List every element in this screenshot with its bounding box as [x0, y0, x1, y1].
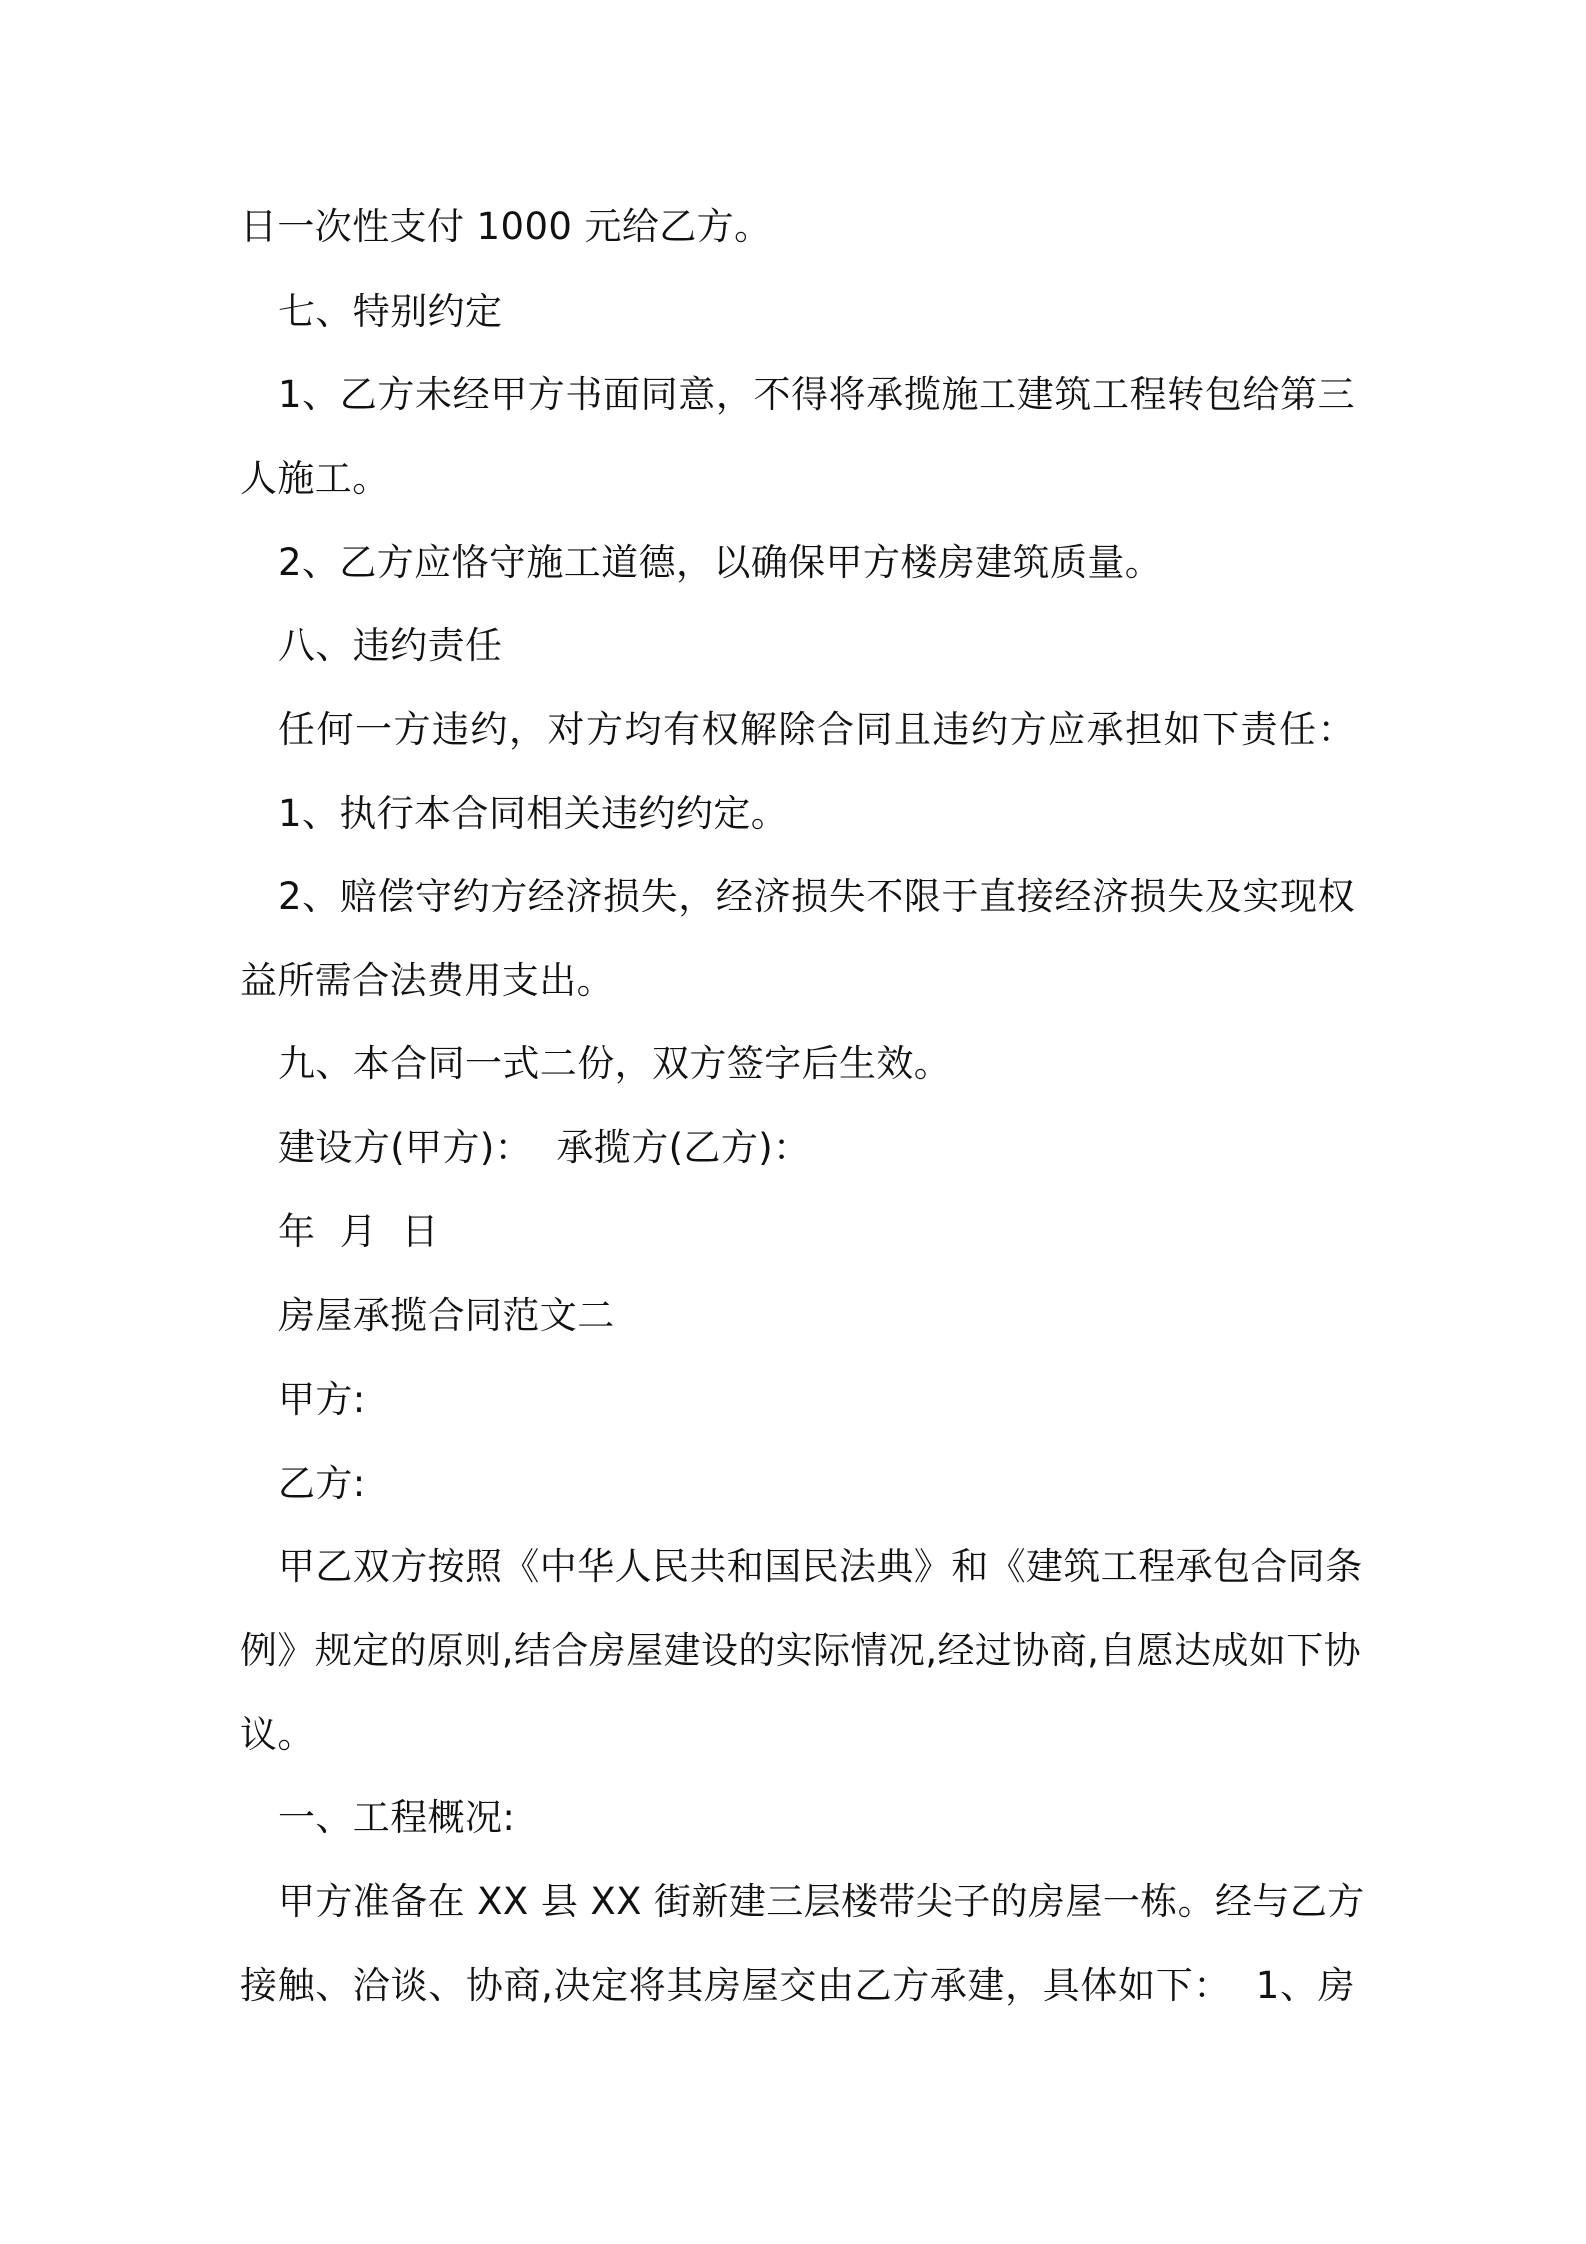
- text-line: 2、乙方应恪守施工道德，以确保甲方楼房建筑质量。: [278, 541, 1163, 584]
- text-line: 1、乙方未经甲方书面同意，不得将承揽施工建筑工程转包给第三: [278, 373, 1355, 416]
- text-line: 接触、洽谈、协商,决定将其房屋交由乙方承建，具体如下： 1、房: [240, 1964, 1355, 2007]
- text-line: 2、赔偿守约方经济损失，经济损失不限于直接经济损失及实现权: [278, 875, 1355, 918]
- text-line: 甲方准备在 XX 县 XX 街新建三层楼带尖子的房屋一栋。经与乙方: [278, 1880, 1365, 1923]
- text-line: 甲乙双方按照《中华人民共和国民法典》和《建筑工程承包合同条: [278, 1545, 1363, 1588]
- text-line: 任何一方违约，对方均有权解除合同且违约方应承担如下责任：: [278, 708, 1355, 751]
- section-heading: 七、特别约定: [278, 290, 503, 333]
- text-line: 人施工。: [240, 457, 390, 500]
- document-subtitle: 房屋承揽合同范文二: [278, 1294, 615, 1337]
- date-line: 年 月 日: [278, 1210, 439, 1253]
- party-b-label: 乙方:: [278, 1462, 366, 1505]
- signature-line: 建设方(甲方)： 承揽方(乙方)：: [278, 1126, 811, 1169]
- text-line: 1、执行本合同相关违约约定。: [278, 792, 789, 835]
- text-line: 益所需合法费用支出。: [240, 959, 614, 1002]
- section-heading: 八、违约责任: [278, 624, 503, 667]
- section-heading: 九、本合同一式二份，双方签字后生效。: [278, 1042, 952, 1085]
- text-line: 议。: [240, 1713, 315, 1756]
- section-heading: 一、工程概况:: [278, 1796, 516, 1839]
- text-line: 例》规定的原则,结合房屋建设的实际情况,经过协商,自愿达成如下协: [240, 1629, 1362, 1672]
- party-a-label: 甲方:: [278, 1378, 366, 1421]
- text-line: 日一次性支付 1000 元给乙方。: [240, 205, 772, 248]
